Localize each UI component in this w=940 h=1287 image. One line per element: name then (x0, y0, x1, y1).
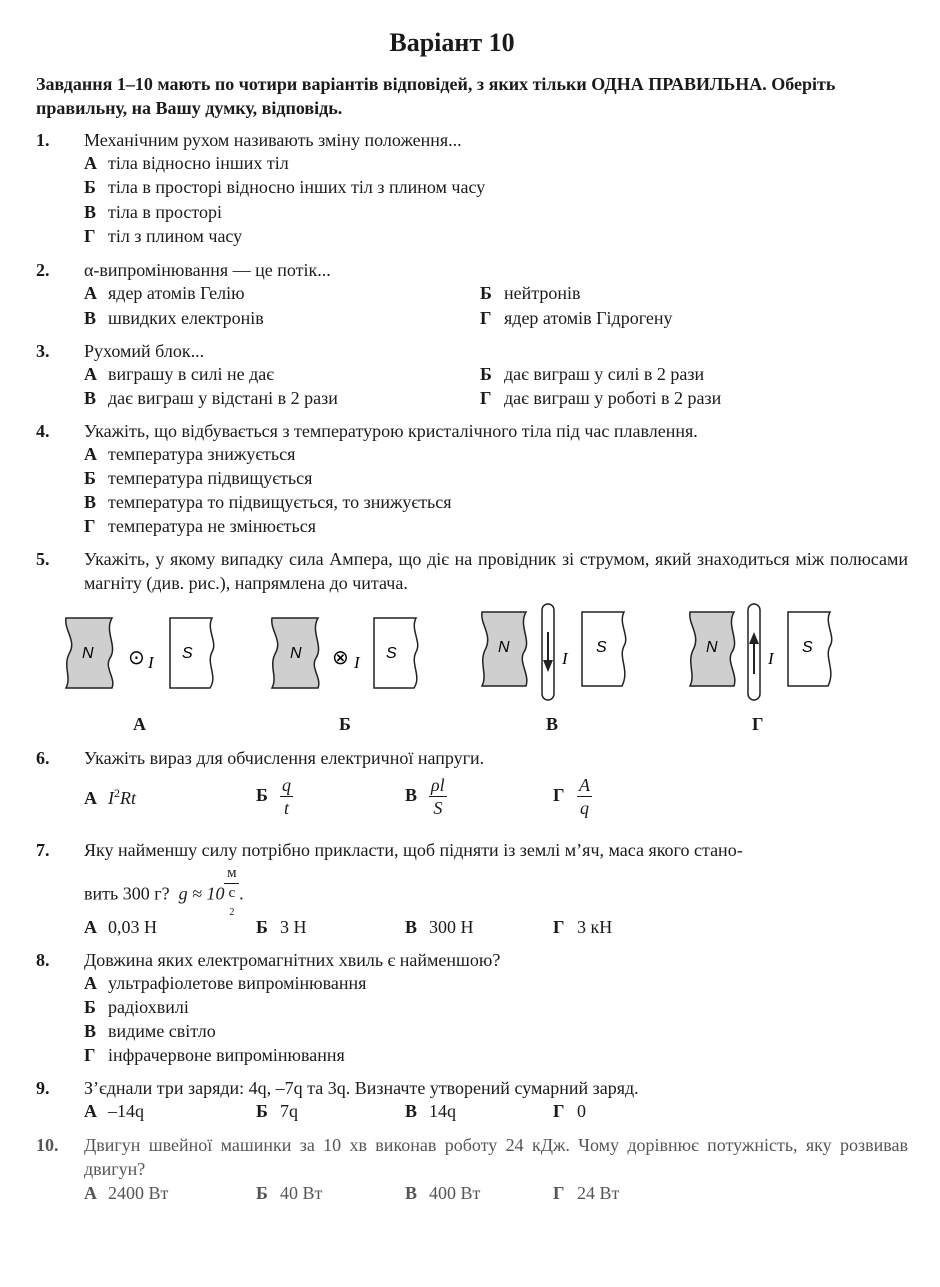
question-number: 8. (36, 950, 50, 970)
current-label: I (562, 649, 568, 668)
figure-d (686, 602, 846, 704)
pole-n-label: N (290, 645, 302, 662)
option-c[interactable]: В швидких електронів (84, 308, 264, 328)
figure-d-label: Г (752, 714, 764, 734)
option-c[interactable]: В 300 Н (405, 917, 474, 937)
question-number: 5. (36, 549, 50, 569)
option-b[interactable]: Б дає виграш у силі в 2 рази (480, 364, 705, 384)
option-a[interactable]: А 2400 Вт (84, 1183, 169, 1203)
option-b[interactable]: Б нейтронів (480, 283, 581, 303)
option-d[interactable]: Г інфрачервоне випромінювання (84, 1045, 345, 1065)
figure-a (64, 612, 224, 694)
current-dot-symbol: ⊙ (128, 645, 145, 669)
option-b[interactable]: Б температура підвищується (84, 468, 313, 488)
option-c[interactable]: В дає виграш у відстані в 2 рази (84, 388, 338, 408)
option-a[interactable]: А $I^2Rt$ (84, 786, 136, 808)
figure-c-label: В (546, 714, 559, 734)
instructions: Завдання 1–10 мають по чотири варіантів відповідей, з яких тільки ОДНА ПРАВИЛЬНА. Оберіть правильну, на Вашу думку, відповідь. (36, 74, 836, 118)
pole-s-label: S (802, 639, 813, 656)
option-b[interactable]: Б тіла в просторі відносно інших тіл з плином часу (84, 177, 486, 197)
pole-s-label: S (596, 639, 607, 656)
option-b[interactable]: Б радіохвилі (84, 997, 189, 1017)
pole-n-label: N (706, 639, 718, 656)
pole-s-label: S (182, 645, 193, 662)
question-number: 6. (36, 748, 50, 768)
question-text: Довжина яких електромагнітних хвиль є найменшою? (84, 950, 501, 970)
pole-s-label: S (386, 645, 397, 662)
option-b[interactable]: Б 3 Н (256, 917, 307, 937)
current-label: I (768, 649, 774, 668)
question-text: Укажіть, у якому випадку сила Ампера, що діє на провідник зі струмом, який знаходиться між полюсами магніту (див. рис.), напрямлена до читача. (84, 549, 908, 593)
option-c[interactable]: В тіла в просторі (84, 202, 223, 222)
option-d[interactable]: Г $\frac{A}{q}$ (553, 775, 590, 818)
figure-a-label: А (133, 714, 146, 734)
option-b[interactable]: Б 7q (256, 1101, 298, 1121)
option-a[interactable]: А виграшу в силі не дає (84, 364, 274, 384)
question-number: 3. (36, 341, 50, 361)
current-label: I (354, 653, 360, 672)
question-number: 4. (36, 421, 50, 441)
option-a[interactable]: А ультрафіолетове випромінювання (84, 973, 367, 993)
option-d[interactable]: Г ядер атомів Гідрогену (480, 308, 673, 328)
question-text: З’єднали три заряди: 4q, –7q та 3q. Визначте утворений сумарний заряд. (84, 1078, 639, 1098)
option-a[interactable]: А тіла відносно інших тіл (84, 153, 289, 173)
question-number: 2. (36, 260, 50, 280)
option-d[interactable]: Г 3 кН (553, 917, 613, 937)
option-d[interactable]: Г дає виграш у роботі в 2 рази (480, 388, 722, 408)
question-number: 9. (36, 1078, 50, 1098)
question-number: 1. (36, 130, 50, 150)
question-7-continued: вить 300 г? g ≈ 10 м с $^2$ . (84, 865, 244, 918)
question-text: Двигун швейної машинки за 10 хв виконав роботу 24 кДж. Чому дорівнює потужність, яку розвивав двигун? (84, 1135, 908, 1179)
option-a[interactable]: А 0,03 Н (84, 917, 157, 937)
option-b[interactable]: Б 40 Вт (256, 1183, 323, 1203)
option-c[interactable]: В видиме світло (84, 1021, 216, 1041)
question-text: Механічним рухом називають зміну положення... (84, 130, 462, 150)
option-c[interactable]: В $\frac{\rho l}{S}$ (405, 775, 445, 818)
option-c[interactable]: В 14q (405, 1101, 456, 1121)
option-c[interactable]: В 400 Вт (405, 1183, 481, 1203)
option-a[interactable]: А температура знижується (84, 444, 296, 464)
option-d[interactable]: Г температура не змінюється (84, 516, 317, 536)
question-text: Яку найменшу силу потрібно прикласти, щоб підняти із землі м’яч, маса якого стано- (84, 840, 743, 860)
question-text: Укажіть вираз для обчислення електричної напруги. (84, 748, 485, 768)
pole-n-label: N (82, 645, 94, 662)
option-c[interactable]: В температура то підвищується, то знижується (84, 492, 452, 512)
figure-b-label: Б (339, 714, 351, 734)
option-d[interactable]: Г 0 (553, 1101, 586, 1121)
option-a[interactable]: А ядер атомів Гелію (84, 283, 245, 303)
current-label: I (148, 653, 154, 672)
question-text: Рухомий блок... (84, 341, 205, 361)
question-number: 10. (36, 1135, 59, 1155)
page-title: Варіант 10 (389, 28, 515, 57)
current-cross-symbol: ⊗ (332, 645, 349, 669)
question-text: Укажіть, що відбувається з температурою кристалічного тіла під час плавлення. (84, 421, 698, 441)
option-a[interactable]: А –14q (84, 1101, 144, 1121)
question-number: 7. (36, 840, 50, 860)
pole-n-label: N (498, 639, 510, 656)
option-b[interactable]: Б $\frac{q}{t}$ (256, 775, 291, 818)
option-d[interactable]: Г 24 Вт (553, 1183, 620, 1203)
question-text: α-випромінювання — це потік... (84, 260, 331, 280)
figure-b (270, 612, 430, 694)
figure-c (478, 602, 638, 704)
option-d[interactable]: Г тіл з плином часу (84, 226, 243, 246)
